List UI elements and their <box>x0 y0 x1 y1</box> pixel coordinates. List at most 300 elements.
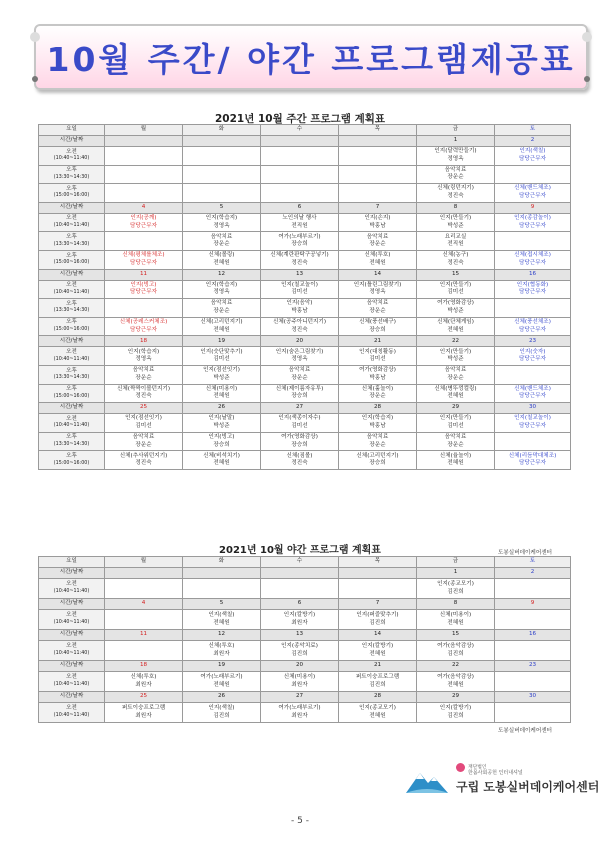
program-cell <box>339 250 417 269</box>
program-name: 신체(율놀이) <box>439 452 472 459</box>
date-row-label: 시간/날짜 <box>39 403 105 414</box>
program-staff: 정진숙 <box>135 460 152 467</box>
program-name: 인지(빙고) <box>130 281 157 288</box>
program-cell <box>183 579 261 599</box>
program-cell <box>105 184 183 203</box>
time-slot-label <box>39 414 105 433</box>
time-slot-name: 오후 <box>66 300 77 307</box>
mountain-logo-icon <box>404 765 450 795</box>
day-schedule-title: 2021년 10월 주간 프로그램 계획표 <box>214 113 386 125</box>
program-staff: 김미선 <box>291 422 308 429</box>
program-staff: 담당근무자 <box>518 192 547 199</box>
program-row <box>39 432 571 451</box>
date-cell: 7 <box>339 202 417 213</box>
program-staff: 최원자 <box>135 681 152 688</box>
date-row-label: 시간/날짜 <box>39 692 105 703</box>
program-staff: 정진숙 <box>447 259 464 266</box>
program-cell <box>183 432 261 451</box>
time-slot-name: 오전 <box>66 581 77 588</box>
program-staff: 박홍남 <box>291 307 308 314</box>
time-slot-name: 오전 <box>66 612 77 619</box>
program-cell <box>417 165 495 184</box>
date-cell: 18 <box>105 661 183 672</box>
program-name: 인지(학습지) <box>127 348 160 355</box>
program-cell <box>105 414 183 433</box>
program-name: 신체(미용이) <box>205 385 238 392</box>
program-name: 신체(밴드체조) <box>514 185 551 192</box>
date-cell: 5 <box>183 599 261 610</box>
program-cell <box>339 703 417 723</box>
program-staff: 담당근무자 <box>518 326 547 333</box>
time-slot-range: (13:30~14:30) <box>53 441 90 447</box>
program-name: 신체(투호) <box>364 252 391 259</box>
program-cell <box>417 672 495 692</box>
org-line1: 재단법인 <box>468 765 487 770</box>
program-row <box>39 317 571 336</box>
program-cell <box>105 347 183 366</box>
program-staff: 최원자 <box>291 712 308 719</box>
program-cell <box>417 365 495 384</box>
program-staff: 장운순 <box>369 241 386 248</box>
date-cell <box>183 136 261 147</box>
program-staff: 장운순 <box>369 441 386 448</box>
program-name: 인지(만들기) <box>439 348 472 355</box>
program-row <box>39 414 571 433</box>
date-row <box>39 630 571 641</box>
time-slot-range: (10:40~11:40) <box>53 619 90 625</box>
weekday-header: 금 <box>417 557 495 568</box>
time-slot-name: 오후 <box>66 319 77 326</box>
program-name: 여가(영화감상) <box>437 300 474 307</box>
program-name: 신체(공주아니던지기) <box>273 318 326 325</box>
program-cell <box>495 147 571 166</box>
program-staff: 담당근무자 <box>129 289 158 296</box>
date-row-label: 시간/날짜 <box>39 136 105 147</box>
program-row <box>39 451 571 470</box>
program-staff: 김진희 <box>291 650 308 657</box>
program-cell <box>417 347 495 366</box>
program-name: 인지(색종이자수) <box>278 415 321 422</box>
program-cell <box>495 579 571 599</box>
program-name: 인지(음악) <box>286 300 313 307</box>
date-cell: 29 <box>417 692 495 703</box>
time-slot-range: (13:30~14:30) <box>53 241 90 247</box>
day-footer-note: 도봉실버데이케어센터 <box>498 550 553 556</box>
program-cell <box>495 365 571 384</box>
time-slot-range: (15:00~16:00) <box>53 260 90 266</box>
program-staff: 정영옥 <box>213 222 230 229</box>
program-cell <box>105 317 183 336</box>
program-name: 신체(풍선배구) <box>359 318 396 325</box>
program-cell <box>183 672 261 692</box>
program-name: 인지(종감놀이) <box>514 214 551 221</box>
program-staff: 최원자 <box>213 650 230 657</box>
time-slot-name: 오후 <box>66 233 77 240</box>
time-slot-label <box>39 299 105 318</box>
time-slot-range: (10:40~11:40) <box>53 289 90 295</box>
program-staff: 김미선 <box>447 422 464 429</box>
program-cell <box>261 384 339 403</box>
program-name: 음악치료 <box>132 433 155 440</box>
program-name: 음악치료 <box>444 367 467 374</box>
program-name: 음악치료 <box>132 367 155 374</box>
program-cell <box>495 641 571 661</box>
date-cell: 15 <box>417 630 495 641</box>
program-cell <box>261 579 339 599</box>
time-slot-name: 오전 <box>66 348 77 355</box>
program-staff: 김미선 <box>369 356 386 363</box>
program-cell <box>495 184 571 203</box>
program-cell <box>261 451 339 470</box>
program-cell <box>183 165 261 184</box>
program-cell <box>495 432 571 451</box>
time-slot-label <box>39 232 105 251</box>
program-staff: 장운순 <box>447 441 464 448</box>
weekday-header: 월 <box>105 125 183 136</box>
program-cell <box>105 672 183 692</box>
date-cell: 22 <box>417 336 495 347</box>
program-name: 인지(색칠) <box>208 611 235 618</box>
program-cell <box>495 672 571 692</box>
program-staff: 정영옥 <box>447 155 464 162</box>
program-staff: 담당근무자 <box>129 222 158 229</box>
time-slot-range: (15:00~16:00) <box>53 460 90 466</box>
program-name: 인지(색칠) <box>208 704 235 711</box>
program-cell <box>183 414 261 433</box>
time-slot-range: (15:00~16:00) <box>53 326 90 332</box>
date-cell: 21 <box>339 661 417 672</box>
program-staff: 전혜원 <box>447 326 464 333</box>
weekday-header: 화 <box>183 557 261 568</box>
night-footer-note: 도봉실버데이케어센터 <box>498 728 553 734</box>
program-staff: 전혜원 <box>447 460 464 467</box>
date-cell: 19 <box>183 336 261 347</box>
date-cell: 8 <box>417 202 495 213</box>
date-cell: 6 <box>261 202 339 213</box>
program-staff: 김진희 <box>447 712 464 719</box>
program-name: 인지(퍼즐맞추기) <box>356 611 399 618</box>
program-name: 음악치료 <box>444 166 467 173</box>
program-cell <box>261 250 339 269</box>
program-cell <box>105 451 183 470</box>
program-cell <box>339 414 417 433</box>
program-staff: 최원자 <box>135 712 152 719</box>
program-name: 인지(공깨) <box>130 214 157 221</box>
program-staff: 박성준 <box>447 307 464 314</box>
program-name: 인지(틀린그림찾기) <box>353 281 402 288</box>
program-staff: 장승희 <box>291 393 308 400</box>
program-cell <box>105 579 183 599</box>
program-name: 신체(접시체조) <box>514 252 551 259</box>
date-cell: 18 <box>105 336 183 347</box>
program-name: 인지(달력만들기) <box>434 148 477 155</box>
program-name: 인지(학습지) <box>205 214 238 221</box>
program-cell <box>495 610 571 630</box>
program-staff: 담당근무자 <box>518 460 547 467</box>
program-cell <box>183 147 261 166</box>
date-cell <box>183 568 261 579</box>
time-slot-label <box>39 250 105 269</box>
program-name: 신체(풍선체조) <box>514 318 551 325</box>
date-cell: 15 <box>417 269 495 280</box>
program-name: 인지(칠교놀이) <box>514 415 551 422</box>
date-cell: 20 <box>261 661 339 672</box>
program-name: 인지(만들기) <box>439 214 472 221</box>
date-cell: 23 <box>495 661 571 672</box>
program-cell <box>495 299 571 318</box>
program-cell <box>339 432 417 451</box>
program-cell <box>105 365 183 384</box>
program-staff: 전혜원 <box>213 460 230 467</box>
date-cell: 9 <box>495 202 571 213</box>
program-name: 음악치료 <box>366 300 389 307</box>
program-row <box>39 184 571 203</box>
program-cell <box>105 432 183 451</box>
date-row <box>39 136 571 147</box>
program-name: 인지(학습지) <box>205 281 238 288</box>
program-staff: 정영옥 <box>213 289 230 296</box>
program-name: 인지(손지) <box>364 214 391 221</box>
date-row <box>39 692 571 703</box>
program-name: 인지(만들기) <box>439 415 472 422</box>
program-row <box>39 213 571 232</box>
date-cell: 2 <box>495 568 571 579</box>
program-cell <box>339 365 417 384</box>
program-cell <box>261 165 339 184</box>
banner-title: 10월 주간/ 야간 프로그램제공표 <box>46 40 576 79</box>
program-name: 음악치료 <box>288 367 311 374</box>
program-staff: 박성준 <box>447 222 464 229</box>
time-slot-name: 오후 <box>66 452 77 459</box>
date-row-label: 시간/날짜 <box>39 661 105 672</box>
program-staff: 정진숙 <box>135 393 152 400</box>
program-cell <box>261 365 339 384</box>
program-staff: 전혜원 <box>213 393 230 400</box>
weekday-header: 요일 <box>39 125 105 136</box>
program-staff: 김진희 <box>369 681 386 688</box>
date-cell: 11 <box>105 269 183 280</box>
program-cell <box>261 280 339 299</box>
date-cell: 27 <box>261 692 339 703</box>
program-staff: 전혜원 <box>213 259 230 266</box>
date-row <box>39 202 571 213</box>
program-staff: 전혜원 <box>369 650 386 657</box>
program-cell <box>339 232 417 251</box>
program-staff: 담당근무자 <box>129 326 158 333</box>
program-cell <box>261 347 339 366</box>
night-schedule-title: 2021년 10월 야간 프로그램 계획표 <box>219 545 381 556</box>
date-cell: 6 <box>261 599 339 610</box>
program-row <box>39 384 571 403</box>
org-badge-icon <box>456 763 465 772</box>
time-slot-name: 오후 <box>66 367 77 374</box>
date-cell: 28 <box>339 692 417 703</box>
program-cell <box>183 184 261 203</box>
program-name: 신체(단체게임) <box>437 318 474 325</box>
program-cell <box>417 610 495 630</box>
date-row-label: 시간/날짜 <box>39 599 105 610</box>
program-name: 여가(영화감상) <box>359 367 396 374</box>
program-cell <box>495 703 571 723</box>
date-row <box>39 269 571 280</box>
program-name: 여가(영화감상) <box>281 433 318 440</box>
center-name: 구립 도봉실버데이케어센터 <box>456 780 600 794</box>
program-cell <box>417 184 495 203</box>
date-row-label: 시간/날짜 <box>39 568 105 579</box>
time-slot-range: (10:40~11:40) <box>53 356 90 362</box>
program-name: 인지(종악치료) <box>281 642 318 649</box>
program-name: 인지(빙고) <box>208 433 235 440</box>
program-name: 신체(계란판탁구공넣기) <box>270 252 329 259</box>
program-name: 인지(학습지) <box>361 415 394 422</box>
program-name: 신체(짐볼) <box>286 452 313 459</box>
program-row <box>39 280 571 299</box>
time-slot-name: 오전 <box>66 282 77 289</box>
program-row <box>39 703 571 723</box>
program-cell <box>183 365 261 384</box>
program-staff: 박홍남 <box>369 222 386 229</box>
program-staff: 담당근무자 <box>518 393 547 400</box>
weekday-header: 월 <box>105 557 183 568</box>
program-staff: 담당근무자 <box>518 289 547 296</box>
program-cell <box>339 317 417 336</box>
program-row <box>39 610 571 630</box>
date-cell: 11 <box>105 630 183 641</box>
program-cell <box>495 414 571 433</box>
program-row <box>39 147 571 166</box>
program-cell <box>339 610 417 630</box>
time-slot-range: (13:30~14:30) <box>53 174 90 180</box>
date-cell: 2 <box>495 136 571 147</box>
center-logo <box>404 763 600 795</box>
program-staff: 장승희 <box>291 241 308 248</box>
program-staff: 담당근무자 <box>518 222 547 229</box>
program-cell <box>261 703 339 723</box>
program-cell <box>183 347 261 366</box>
day-schedule-table <box>38 124 571 470</box>
program-row <box>39 250 571 269</box>
date-cell <box>339 568 417 579</box>
date-cell: 12 <box>183 269 261 280</box>
program-cell <box>261 184 339 203</box>
time-slot-range: (10:40~11:40) <box>53 222 90 228</box>
program-cell <box>261 414 339 433</box>
date-cell: 30 <box>495 403 571 414</box>
date-cell: 16 <box>495 630 571 641</box>
date-cell: 13 <box>261 630 339 641</box>
weekday-header: 목 <box>339 125 417 136</box>
program-staff: 장운순 <box>291 374 308 381</box>
program-staff: 정영옥 <box>369 289 386 296</box>
program-cell <box>495 232 571 251</box>
date-cell: 14 <box>339 630 417 641</box>
program-staff: 장운순 <box>213 241 230 248</box>
program-cell <box>183 299 261 318</box>
program-name: 음악치료 <box>444 433 467 440</box>
time-slot-name: 오전 <box>66 415 77 422</box>
weekday-header: 토 <box>495 125 571 136</box>
time-slot-range: (13:30~14:30) <box>53 375 90 381</box>
date-cell: 25 <box>105 403 183 414</box>
program-cell <box>339 299 417 318</box>
time-slot-label <box>39 317 105 336</box>
date-cell: 22 <box>417 661 495 672</box>
program-name: 음악치료 <box>210 300 233 307</box>
program-staff: 전혜원 <box>213 326 230 333</box>
program-name: 노인의날 행사 <box>282 214 317 221</box>
program-name: 인지(숫자) <box>519 348 546 355</box>
program-cell <box>183 610 261 630</box>
date-cell: 20 <box>261 336 339 347</box>
time-slot-label <box>39 432 105 451</box>
program-cell <box>261 317 339 336</box>
program-cell <box>105 232 183 251</box>
program-cell <box>495 213 571 232</box>
program-name: 인지(칼방기) <box>283 611 316 618</box>
program-staff: 전혜원 <box>369 712 386 719</box>
program-cell <box>339 384 417 403</box>
program-staff: 장운순 <box>447 174 464 181</box>
program-cell <box>495 384 571 403</box>
time-slot-range: (15:00~16:00) <box>53 193 90 199</box>
date-cell <box>339 136 417 147</box>
time-slot-label <box>39 672 105 692</box>
program-row <box>39 347 571 366</box>
program-name: 인지(종교모기) <box>437 580 474 587</box>
program-cell <box>417 579 495 599</box>
program-staff: 담당근무자 <box>518 259 547 266</box>
program-name: 인지(숫단맞추기) <box>200 348 243 355</box>
program-cell <box>417 317 495 336</box>
date-cell: 29 <box>417 403 495 414</box>
date-cell: 12 <box>183 630 261 641</box>
program-name: 신체(링던지기) <box>437 185 474 192</box>
time-slot-label <box>39 365 105 384</box>
program-cell <box>417 213 495 232</box>
program-row <box>39 299 571 318</box>
date-row <box>39 336 571 347</box>
program-name: 신체(평체를체조) <box>122 252 165 259</box>
program-name: 신체(고리던지기) <box>356 452 399 459</box>
program-staff: 전혜원 <box>447 619 464 626</box>
program-staff: 박홍남 <box>369 422 386 429</box>
time-slot-range: (10:40~11:40) <box>53 588 90 594</box>
program-staff: 전혜원 <box>213 681 230 688</box>
weekday-header: 토 <box>495 557 571 568</box>
program-name: 신체(밴드체조) <box>514 385 551 392</box>
program-cell <box>339 147 417 166</box>
program-cell <box>105 610 183 630</box>
time-slot-label <box>39 384 105 403</box>
program-staff: 담당근무자 <box>518 155 547 162</box>
program-cell <box>183 317 261 336</box>
date-cell: 23 <box>495 336 571 347</box>
program-row <box>39 165 571 184</box>
program-cell <box>105 299 183 318</box>
program-staff: 박성준 <box>213 374 230 381</box>
time-slot-name: 오전 <box>66 705 77 712</box>
program-staff: 장운순 <box>135 374 152 381</box>
program-staff: 정진숙 <box>291 259 308 266</box>
program-staff: 박홍남 <box>369 374 386 381</box>
time-slot-name: 오전 <box>66 215 77 222</box>
program-cell <box>105 703 183 723</box>
program-staff: 전직원 <box>447 241 464 248</box>
program-cell <box>417 451 495 470</box>
program-name: 퍼트이숭프로그램 <box>121 704 166 711</box>
program-cell <box>417 232 495 251</box>
date-cell: 13 <box>261 269 339 280</box>
